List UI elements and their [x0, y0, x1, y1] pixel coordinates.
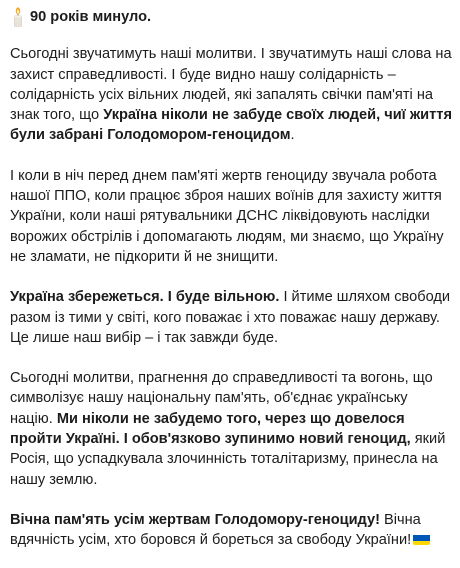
paragraph-5-bold: Вічна пам'ять усім жертвам Голодомору-геноциду! — [10, 511, 380, 528]
paragraph-4 — [10, 368, 452, 490]
paragraph-4-end: який Росія, що успадкувала злочинність тоталітаризму, принесла на нашу землю. — [10, 431, 446, 488]
paragraph-4-bold: Ми ніколи не забудемо того, через що довелося пройти Україні. І обов'язково зупинимо новий геноцид, — [10, 410, 411, 448]
headline-text: 90 років минуло. — [30, 9, 152, 25]
paragraph-3 — [10, 287, 452, 348]
ukraine-flag-icon — [413, 533, 430, 545]
post-headline — [10, 7, 452, 27]
paragraph-5-text: Вічна вдячність усім, хто боровся й бореться за свободу України! — [10, 511, 421, 549]
paragraph-3-bold: Україна збережеться. І буде вільною. — [10, 289, 280, 306]
paragraph-2 — [10, 166, 452, 267]
paragraph-3-text: І йтиме шляхом свободи разом із тими у світі, кого поважає і хто поважає нашу державу. Це лише наш вибір – і так завжди буде. — [10, 289, 451, 346]
paragraph-1-bold: Україна ніколи не забуде своїх людей, чиї життя були забрані Голодомором-геноцидом — [10, 107, 452, 144]
paragraph-1-end: . — [290, 127, 295, 144]
paragraph-2-text: І коли в ніч перед днем пам'яті жертв геноциду звучала робота нашої ППО, коли працює зброя наших воїнів для захисту життя України, коли наші рятувальники ДСНС ліквідовують наслідки ворожих обстрілів і допомагають людям, ми знаємо, що Україну не зламати, не підкорити й не знищити. — [10, 167, 444, 265]
paragraph-5 — [10, 510, 452, 551]
candle-icon — [10, 7, 26, 27]
paragraph-1 — [10, 44, 452, 145]
paragraph-4-text: Сьогодні молитви, прагнення до справедливості та вогонь, що символізує нашу національну пам'ять, об'єднає українську націю. — [10, 370, 433, 427]
paragraph-1-text: Сьогодні звучатимуть наші молитви. І звучатимуть наші слова на захист справедливості. І буде видно нашу солідарність – солідарність усіх вільних людей, які запалять свічки пам'яті на знак того, що — [10, 46, 452, 124]
